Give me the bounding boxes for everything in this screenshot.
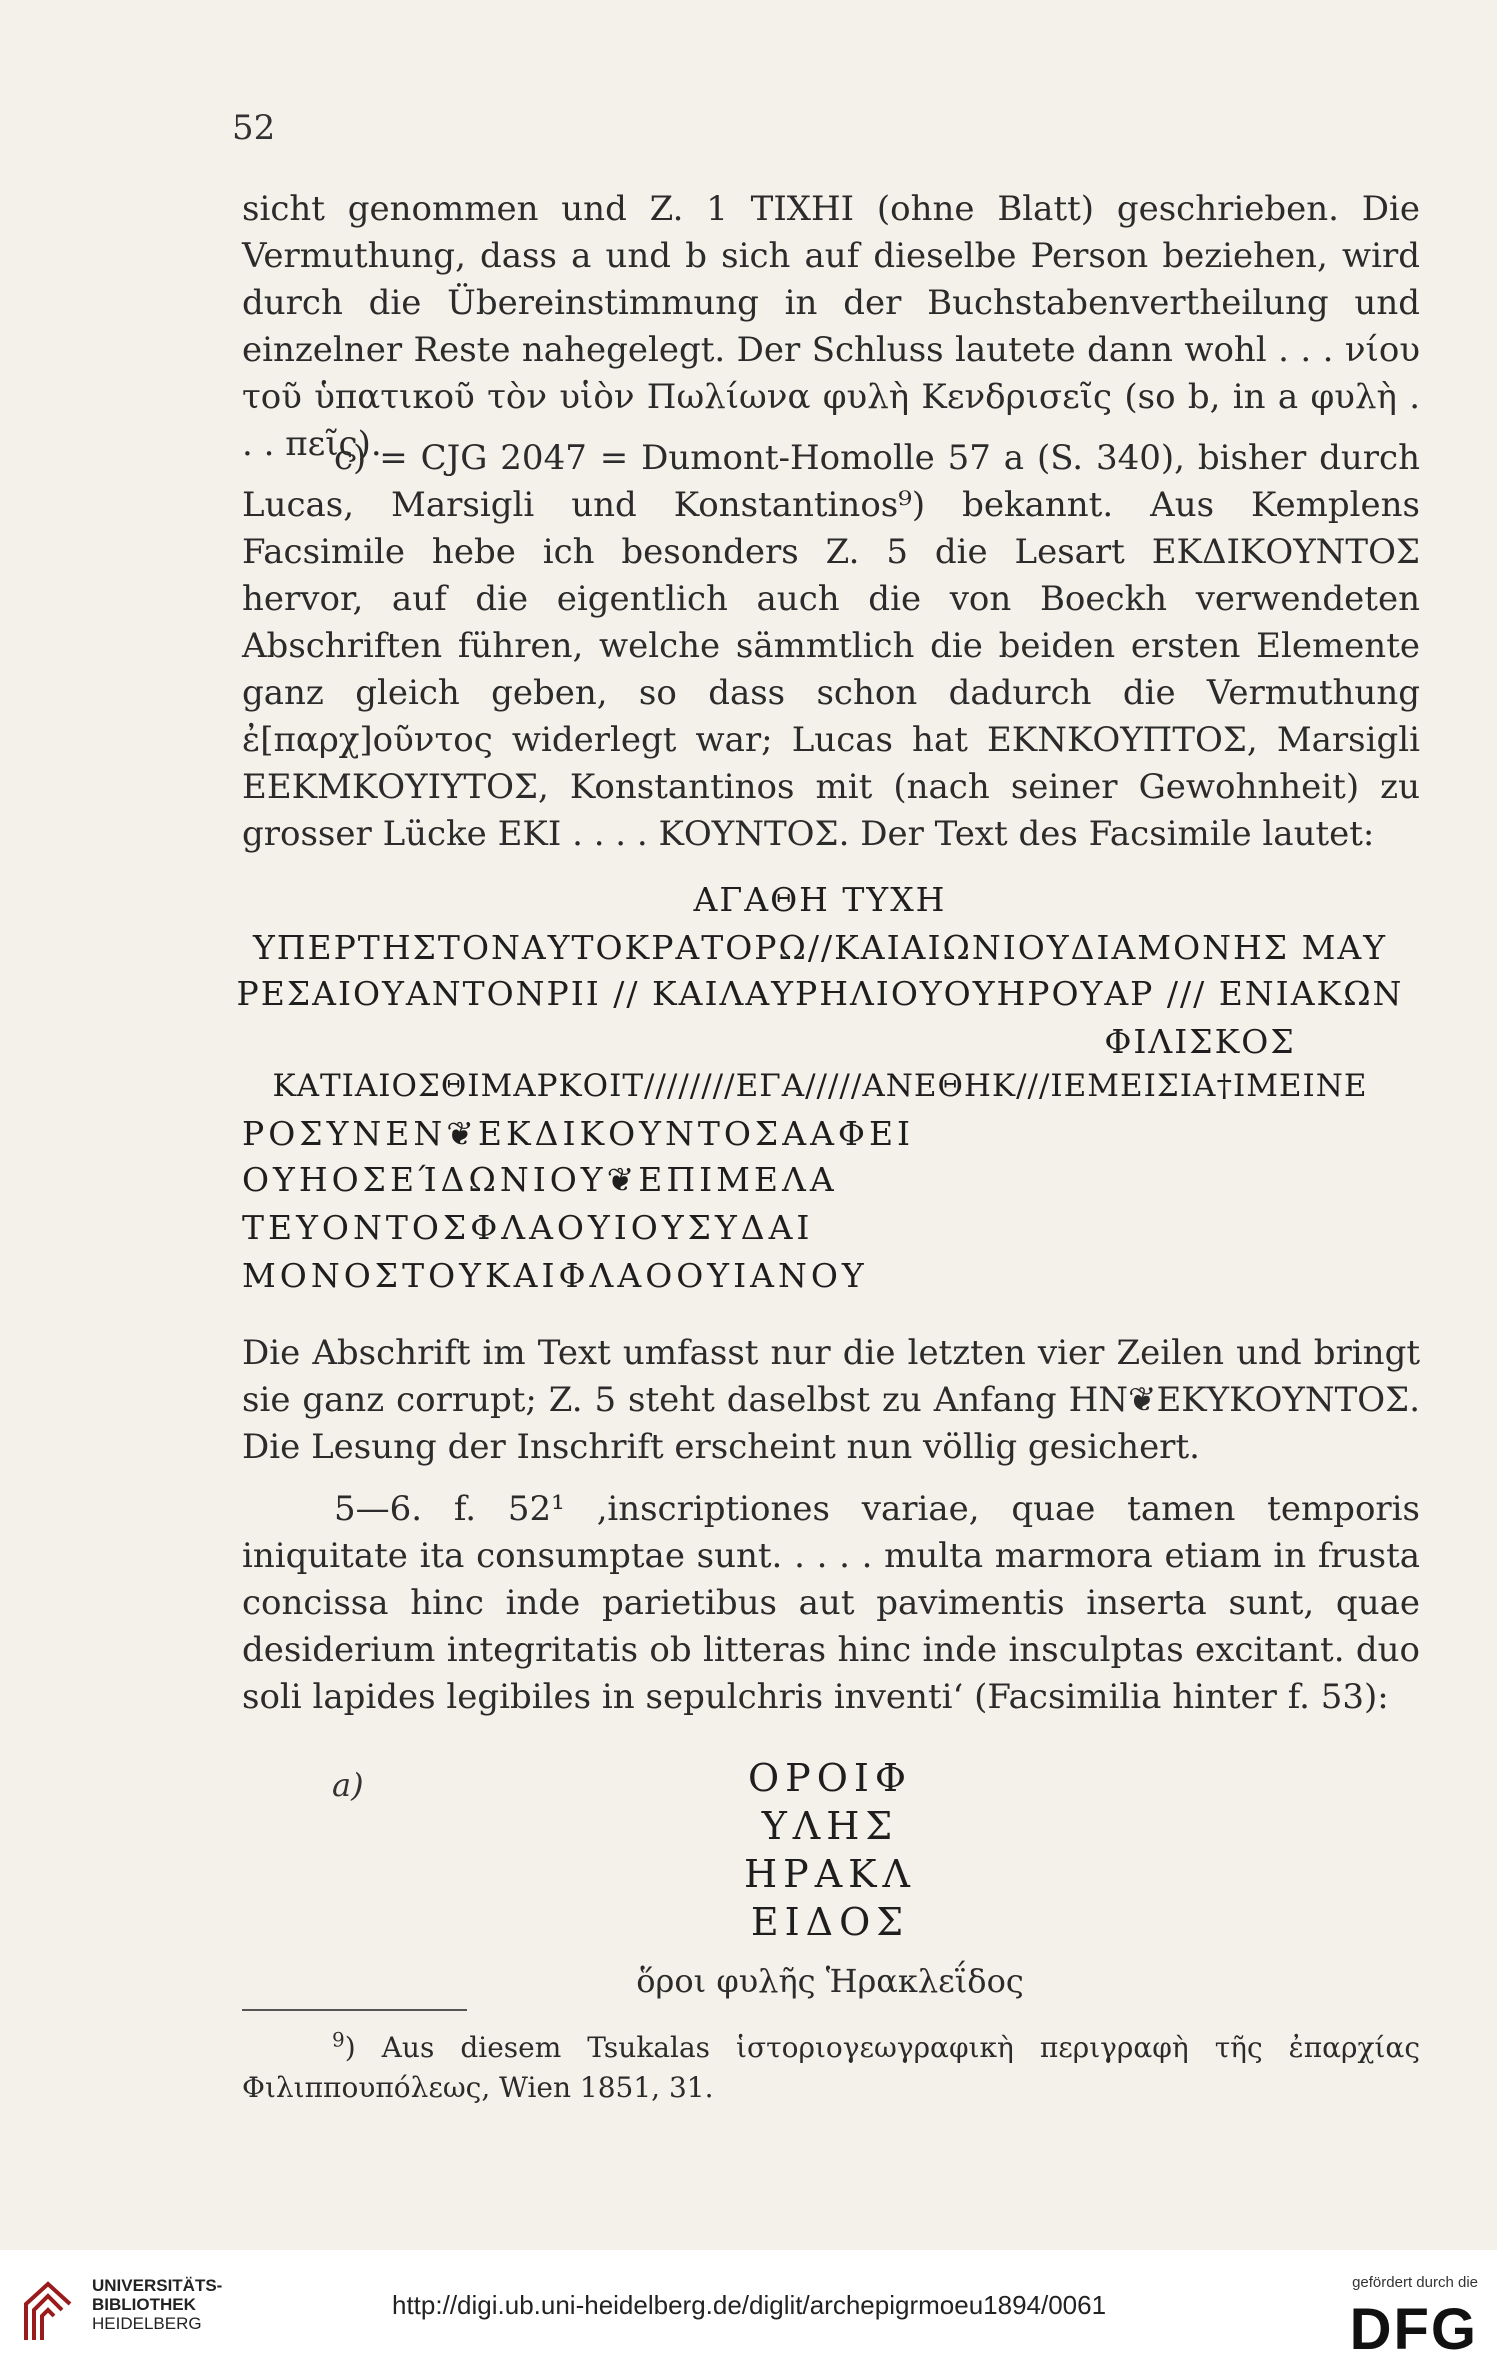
paragraph-1-text: sicht genommen und Z. 1 ΤΙΧΗΙ (ohne Blatt) geschrieben. Die Vermuthung, dass a und b sich auf dieselbe Person beziehen, wird durch die Übereinstimmung in der Buchstabenvertheilung und einzelner Reste nahegelegt. Der Schluss lautete dann wohl . . . νίου τοῦ ὑπατικοῦ τὸν υἱὸν Πωλίωνα φυλὴ Κενδρισεῖς (so b, in a φυλὴ . . . πεῖς).: [242, 189, 1420, 464]
facsimile-label: a): [332, 1766, 364, 1804]
facsimile-line-4: ΕΙΔΟΣ: [750, 1900, 910, 1944]
paragraph-2: [242, 435, 1420, 858]
footnote-body: [242, 2028, 1420, 2108]
dfg-logo: DFG: [1349, 2297, 1478, 2362]
source-url-link[interactable]: http://digi.ub.uni-heidelberg.de/diglit/archepigrmoeu1894/0061: [392, 2290, 1107, 2320]
university-library-logo-icon: [18, 2274, 78, 2346]
facsimile-caption: ὅροι φυλῆς Ἡρακλεΐδος: [636, 1962, 1024, 2000]
library-name-line-3: HEIDELBERG: [92, 2314, 202, 2333]
library-name: [92, 2276, 222, 2333]
page-number: 52: [232, 108, 276, 148]
footnote: [242, 2028, 1420, 2108]
paragraph-3: [242, 1330, 1420, 1471]
inscription-line-6: ΡΟΣΥΝΕΝ❦ΕΚΔΙΚΟΥΝΤΟΣΑΑΦΕΙ: [242, 1114, 915, 1153]
paragraph-3-text: Die Abschrift im Text umfasst nur die letzten vier Zeilen und bringt sie ganz corrupt; Z. 5 steht daselbst zu Anfang ΗΝ❦ΕΚΥΚΟΥΝΤΟΣ. Die Lesung der Inschrift erscheint nun völlig gesichert.: [242, 1333, 1420, 1467]
inscription-line-9: ΜΟΝΟΣΤΟΥΚΑΙΦΛΑΟΟΥΙΑΝΟΥ: [242, 1256, 868, 1295]
inscription-line-3: ΡΕΣΑΙΟΥΑΝΤΟΝΡΙΙ // ΚΑΙΛΑΥΡΗΛΙΟΥΟΥΗΡΟΥΑΡ /// ΕΝΙΑΚΩΝ: [236, 974, 1404, 1013]
library-name-line-2: BIBLIOTHEK: [92, 2295, 196, 2314]
paragraph-1: [242, 186, 1420, 468]
facsimile-line-2: ΥΛΗΣ: [761, 1804, 899, 1848]
paragraph-4-text: 5—6. f. 52¹ ‚inscriptiones variae, quae tamen temporis iniquitate ita consumptae sunt. . . . . multa marmora etiam in frusta concissa hinc inde parietibus aut pavimentis inserta sunt, quae desiderium integritatis ob litteras hinc inde insculptas excitant. duo soli lapides legibiles in sepulchris inventi‘ (Facsimilia hinter f. 53):: [242, 1489, 1420, 1717]
funder-caption: gefördert durch die: [1352, 2274, 1478, 2291]
library-name-line-1: UNIVERSITÄTS-: [92, 2276, 223, 2295]
inscription-line-5: ΚΑΤΙΑΙΟΣΘΙΜΑΡΚΟΙΤ////////ΕΓΑ/////ΑΝΕΘΗΚ///ΙΕΜΕΙΣΙΑ†ΙΜΕΙΝΕ: [272, 1068, 1368, 1104]
inscription-line-7: ΟΥΗΟΣΕΊΔΩΝΙΟΥ❦ΕΠΙΜΕΛΑ: [242, 1160, 838, 1199]
paragraph-2-text: c) = CJG 2047 = Dumont-Homolle 57 a (S. 340), bisher durch Lucas, Marsigli und Konstantinos⁹) bekannt. Aus Kemplens Facsimile hebe ich besonders Z. 5 die Lesart ΕΚΔΙΚΟΥΝΤΟΣ hervor, auf die eigentlich auch die von Boeckh verwendeten Abschriften führen, welche sämmtlich die beiden ersten Elemente ganz gleich geben, so dass schon dadurch die Vermuthung ἐ[παρχ]οῦντος widerlegt war; Lucas hat ΕΚΝΚΟΥΠΤΟΣ, Marsigli ΕΕΚΜΚΟΥΙΥΤΟΣ, Konstantinos mit (nach seiner Gewohnheit) zu grosser Lücke ΕΚΙ . . . . ΚΟΥΝΤΟΣ. Der Text des Facsimile lautet:: [242, 438, 1420, 854]
inscription-line-2: ΥΠΕΡΤΗΣΤΟΝΑΥΤΟΚΡΑΤΟΡΩ//ΚΑΙΑΙΩΝΙΟΥΔΙΑΜΟΝΗΣ ΜΑΥ: [252, 928, 1388, 967]
footnote-text: ) Aus diesem Tsukalas ἱστοριογεωγραφικὴ περιγραφὴ τῆς ἐπαρχίας Φιλιππουπόλεως, Wien 1851, 31.: [242, 2031, 1420, 2104]
paragraph-4: [242, 1486, 1420, 1721]
inscription-line-8: ΤΕΥΟΝΤΟΣΦΛΑΟΥΙΟΥΣΥΔΑΙ: [242, 1208, 814, 1247]
inscription-line-4: ΦΙΛΙΣΚΟΣ: [1104, 1022, 1296, 1061]
footnote-marker: 9: [332, 2027, 345, 2052]
inscription-line-1: ΑΓΑΘΗ ΤΥΧΗ: [693, 880, 947, 919]
facsimile-line-3: ΗΡΑΚΛ: [744, 1852, 916, 1896]
footnote-rule: [242, 2009, 467, 2011]
facsimile-line-1: ΟΡΟΙΦ: [747, 1756, 913, 1800]
